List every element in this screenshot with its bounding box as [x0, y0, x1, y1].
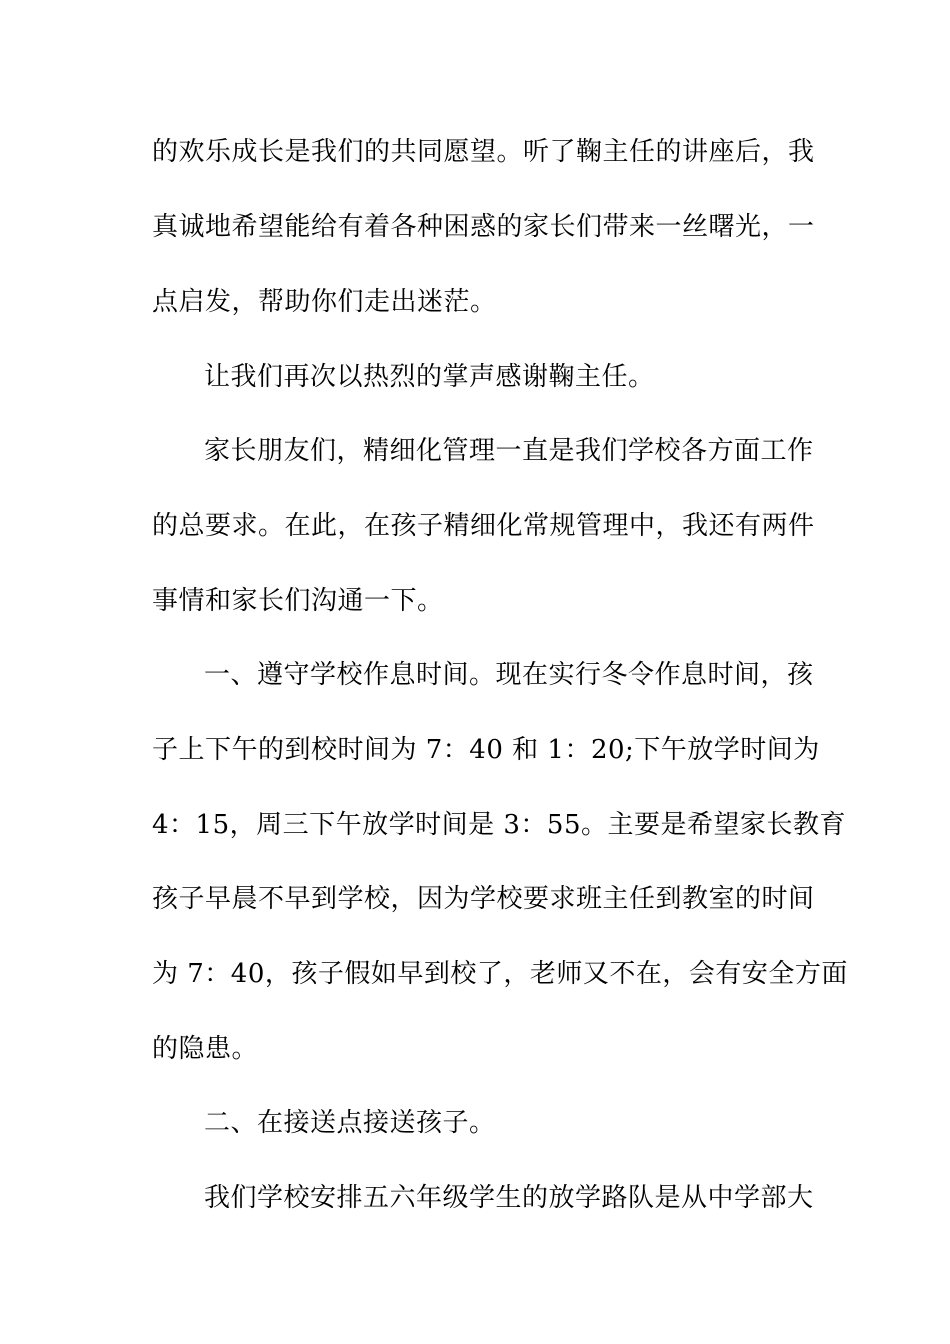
text-line: 孩子早晨不早到学校，因为学校要求班主任到教室的时间	[152, 884, 815, 914]
text-line: 子上下午的到校时间为 7：40 和 1：20;下午放学时间为	[152, 735, 820, 765]
paragraph-start-line: 让我们再次以热烈的掌声感谢鞠主任。	[204, 362, 655, 392]
text-line: 事情和家长们沟通一下。	[152, 586, 444, 616]
text-line: 的隐患。	[152, 1034, 259, 1064]
text-line: 点启发，帮助你们走出迷茫。	[152, 287, 497, 317]
paragraph-start-line: 一、遵守学校作息时间。现在实行冬令作息时间，孩	[204, 660, 814, 690]
paragraph-start-line: 我们学校安排五六年级学生的放学路队是从中学部大	[204, 1183, 814, 1213]
text-line: 的欢乐成长是我们的共同愿望。听了鞠主任的讲座后，我	[152, 137, 815, 167]
paragraph-start-line: 家长朋友们，精细化管理一直是我们学校各方面工作	[204, 436, 814, 466]
text-line: 为 7：40，孩子假如早到校了，老师又不在，会有安全方面	[152, 959, 848, 989]
text-line: 的总要求。在此，在孩子精细化常规管理中，我还有两件	[152, 511, 815, 541]
paragraph-start-line: 二、在接送点接送孩子。	[204, 1108, 496, 1138]
text-line: 4：15，周三下午放学时间是 3：55。主要是希望家长教育	[152, 810, 847, 840]
text-line: 真诚地希望能给有着各种困惑的家长们带来一丝曙光，一	[152, 212, 815, 242]
